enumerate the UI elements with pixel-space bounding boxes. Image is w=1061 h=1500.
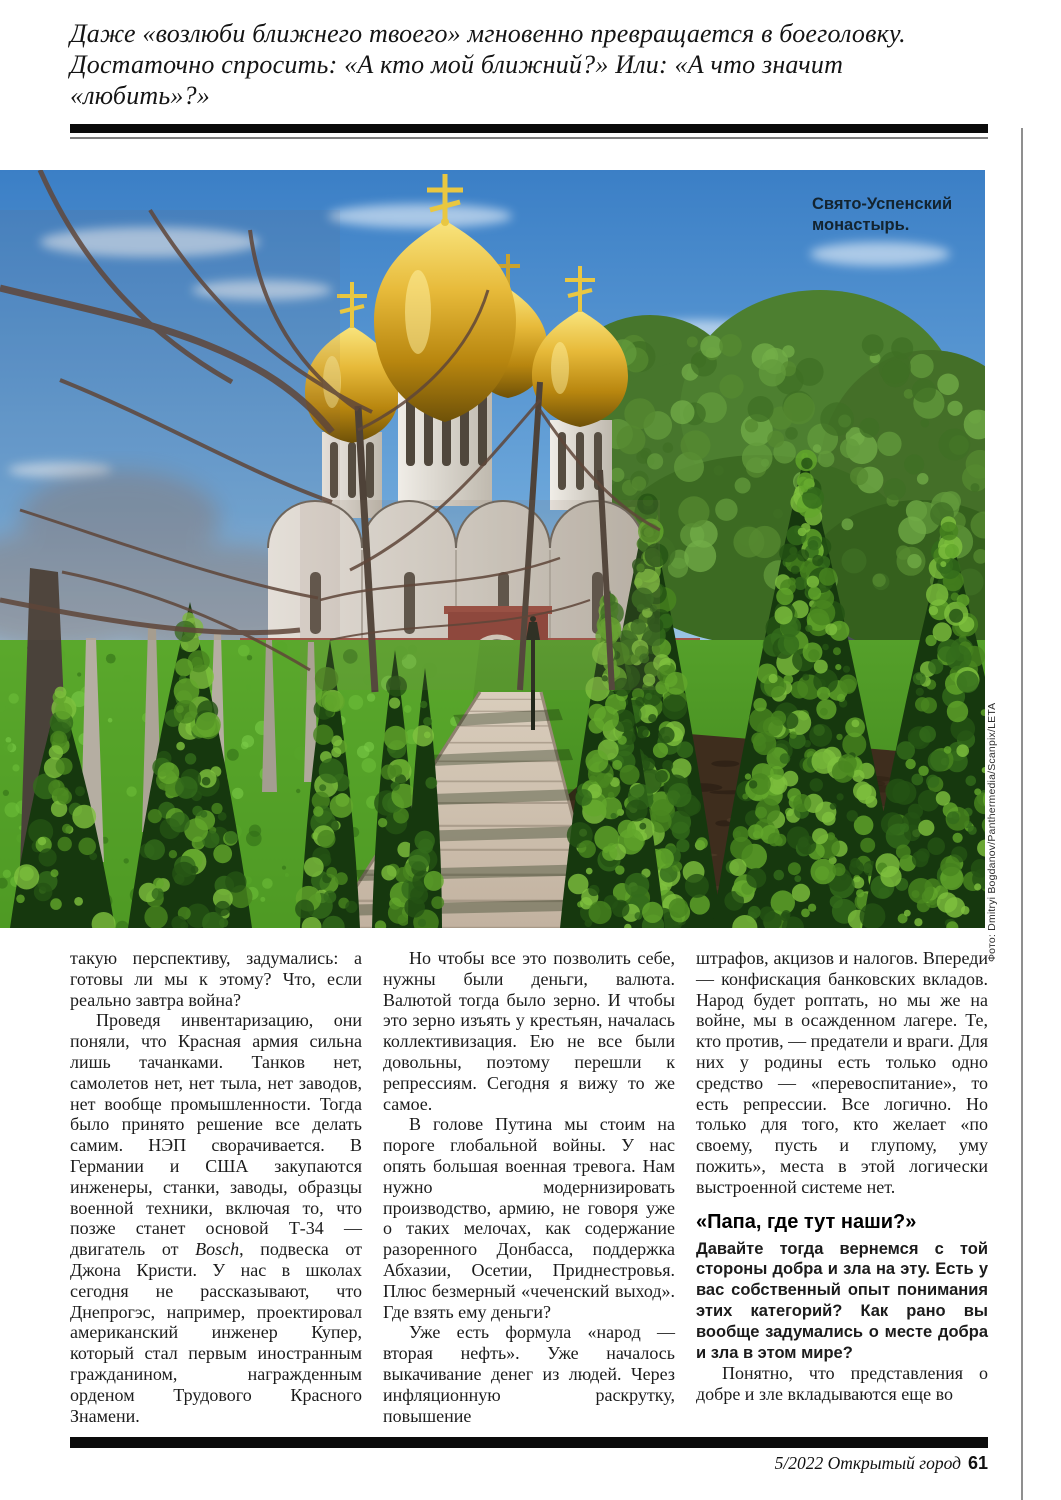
footer-rule — [70, 1437, 988, 1448]
paragraph-text: , подвеска от Джона Кристи. У нас в школах сегодня не рассказывают, что Днепрогэс, например, проектировал американский инженер Купер, который стал первым иностранным гражданином, награжденным орденом Трудового Красного Знамени. — [70, 1239, 362, 1426]
header-rule-thick — [70, 124, 988, 133]
page-folio — [775, 1453, 988, 1474]
interview-question: Давайте тогда вернемся с той стороны добра и зла на эту. Есть у вас собственный опыт понимания этих категорий? Как рано вы вообще задумались о месте добра и зла в этом мире? — [696, 1239, 988, 1362]
column-2 — [383, 948, 675, 1426]
paragraph: В голове Путина мы стоим на пороге глобальной войны. У нас опять большая военная тревога. Нам нужно модернизировать производство, армию, не говоря уже о таких мелочах, как содержание разоренного Донбасса, поддержка Абхазии, Осетии, Приднестровья. Плюс безмерный «чеченский выход». Где взять ему деньги? — [383, 1114, 675, 1322]
paragraph: Но чтобы все это позволить себе, нужны были деньги, валюта. Валютой тогда было зерно. И чтобы это зерно изъять у крестьян, началась коллективизация. Ею не все были довольны, поэтому перешли к репрессиям. Сегодня я вижу то же самое. — [383, 948, 675, 1114]
monastery-photo — [0, 170, 985, 928]
column-3 — [696, 948, 988, 1418]
paragraph-text: Проведя инвентаризацию, они поняли, что Красная армия сильна лишь тачанками. Танков нет, самолетов нет, нет тыла, нет заводов, нет вообще промышленности. Тогда было принято решение все делать самим. НЭП сворачивается. В Германии и США закупаются инженеры, станки, заводы, образцы военной техники, включая то, что позже станет основой Т-34 — двигатель от — [70, 1010, 362, 1260]
section-subhead: «Папа, где тут наши?» — [696, 1210, 917, 1233]
header-rule-thin — [70, 137, 988, 139]
brand-name-italic: Bosch — [195, 1239, 240, 1260]
paragraph: Уже есть формула «народ — вторая нефть». Уже началось выкачивание денег из людей. Через инфляционную раскрутку, повышение — [383, 1322, 675, 1426]
column-1 — [70, 948, 362, 1426]
paragraph: Понятно, что представления о добре и зле вкладываются еще во — [696, 1363, 988, 1405]
pull-quote: Даже «возлюби ближнего твоего» мгновенно превращается в боеголовку. Достаточно спросить: «А кто мой ближний?» Или: «А что значит «любить»?» — [70, 19, 906, 110]
page-number: 61 — [967, 1453, 988, 1473]
issue-title: 5/2022 Открытый город — [774, 1453, 961, 1473]
page-edge-line — [1021, 128, 1023, 1500]
photo-caption: Свято-Успенский монастырь. — [812, 195, 953, 234]
monastery-photo-illustration — [0, 170, 985, 928]
photo-credit: Фото: Dmitryi Bogdanov/Panthermedia/Scanpix/LETA — [986, 702, 998, 962]
paragraph: штрафов, акцизов и налогов. Впереди — конфискация банковских вкладов. Народ будет роптать, но мы же на войне, мы в осажденном лагере. Те, кто против, — предатели и враги. Для них у родины есть только одно средство — «перевоспитание», то есть репрессии. Все логично. Но только для того, кто желает «по своему, пусть и глупому, уму пожить», места в этой логически выстроенной системе нет. — [696, 948, 988, 1197]
paragraph — [70, 1010, 362, 1426]
article-columns — [70, 948, 988, 1426]
paragraph: такую перспективу, задумались: а готовы ли мы к этому? Что, если реально завтра война? — [70, 948, 362, 1010]
